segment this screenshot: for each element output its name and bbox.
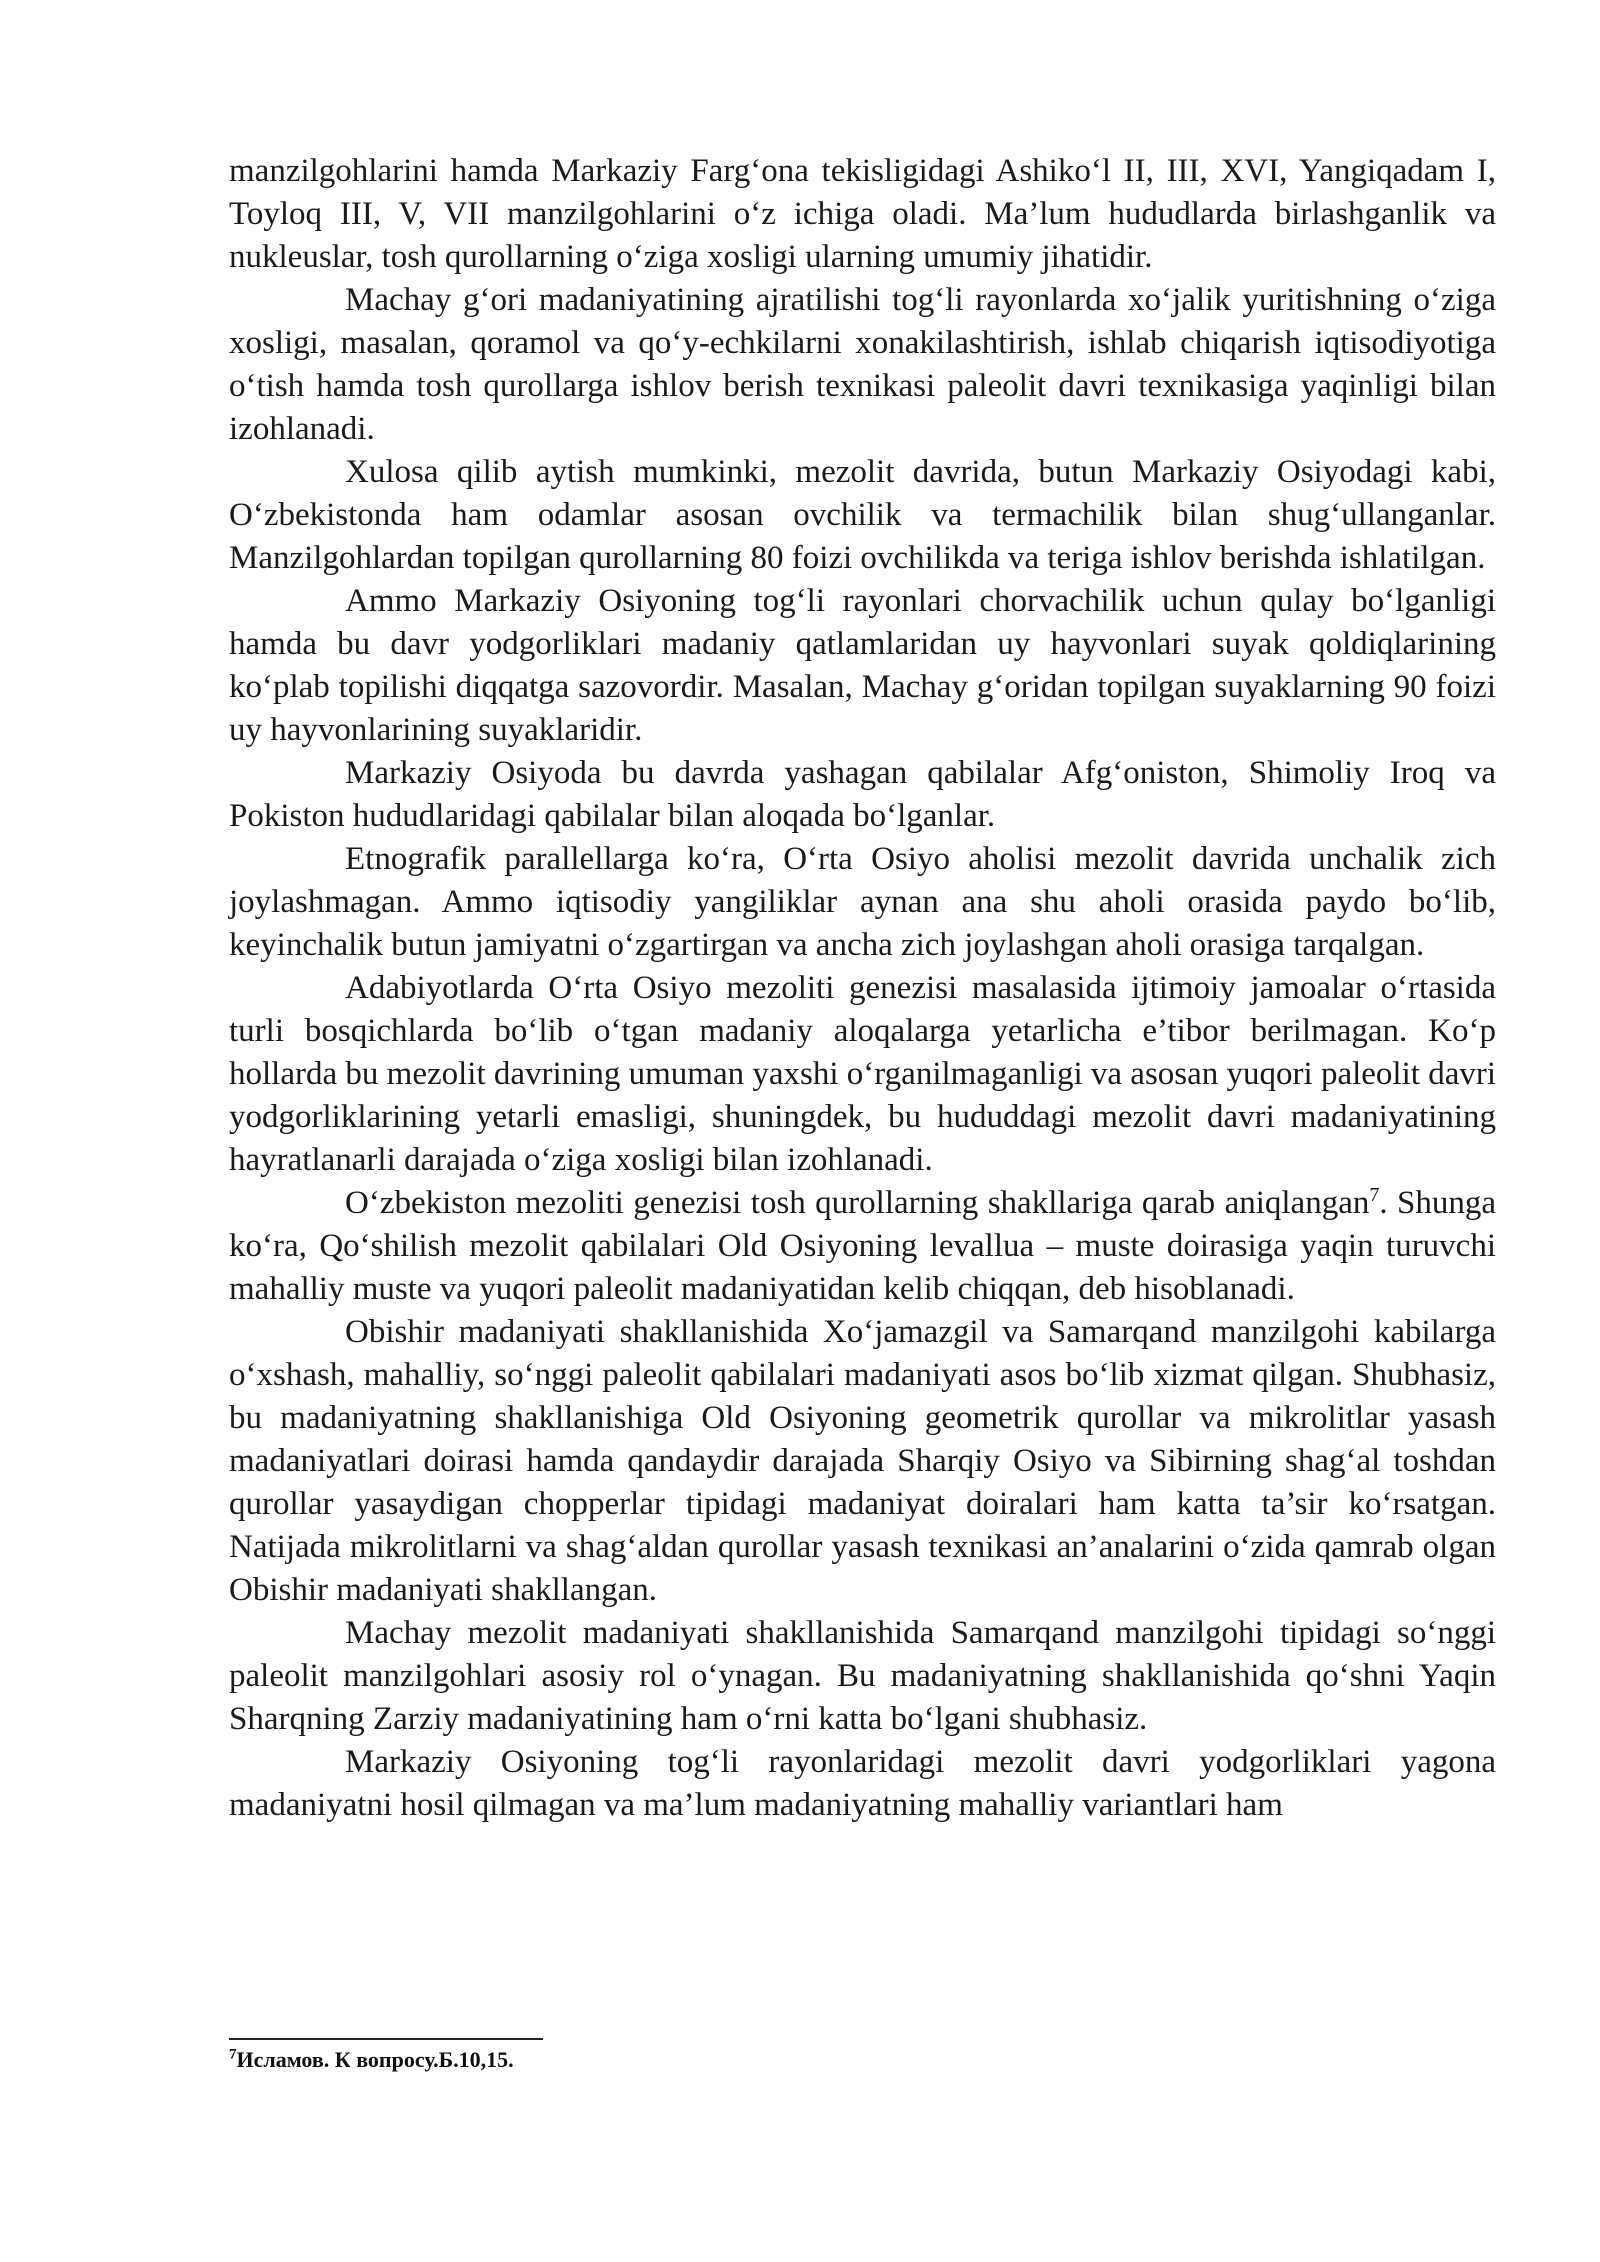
document-body xyxy=(229,150,1496,1827)
footnote-mark: 7 xyxy=(229,2046,237,2063)
paragraph-6: Etnografik parallellarga ko‘ra, O‘rta Osiyo aholisi mezolit davrida unchalik zich joylashmagan. Ammo iqtisodiy yangiliklar aynan ana shu aholi orasida paydo bo‘lib, keyinchalik butun jamiyatni o‘zgartirgan va ancha zich joylashgan aholi orasiga tarqalgan. xyxy=(229,841,1496,963)
footnote xyxy=(229,2046,514,2074)
footnote-separator xyxy=(229,2038,543,2040)
paragraph-5: Markaziy Osiyoda bu davrda yashagan qabilalar Afg‘oniston, Shimoliy Iroq va Pokiston hududlaridagi qabilalar bilan aloqada bo‘lganlar. xyxy=(229,755,1496,834)
paragraph-1: manzilgohlarini hamda Markaziy Farg‘ona tekisligidagi Ashiko‘l II, III, XVI, Yangiqadam I, Toyloq III, V, VII manzilgohlarini o‘z ichiga oladi. Ma’lum hududlarda birlashganlik va nukleuslar, tosh qurollarning o‘ziga xosligi ularning umumiy jihatidir. xyxy=(229,153,1496,275)
paragraph-3: Xulosa qilib aytish mumkinki, mezolit davrida, butun Markaziy Osiyodagi kabi, O‘zbekistonda ham odamlar asosan ovchilik va termachilik bilan shug‘ullanganlar. Manzilgohlardan topilgan qurollarning 80 foizi ovchilikda va teriga ishlov berishda ishlatilgan. xyxy=(229,454,1496,576)
paragraph-10: Machay mezolit madaniyati shakllanishida Samarqand manzilgohi tipidagi so‘nggi paleolit manzilgohlari asosiy rol o‘ynagan. Bu madaniyatning shakllanishida qo‘shni Yaqin Sharqning Zarziy madaniyatining ham o‘rni katta bo‘lgani shubhasiz. xyxy=(229,1615,1496,1737)
paragraph-11: Markaziy Osiyoning tog‘li rayonlaridagi mezolit davri yodgorliklari yagona madaniyatni hosil qilmagan va ma’lum madaniyatning mahalliy variantlari ham xyxy=(229,1744,1496,1823)
footnote-text: Исламов. К вопросу.Б.10,15. xyxy=(236,2047,514,2072)
paragraph-7: Adabiyotlarda O‘rta Osiyo mezoliti genezisi masalasida ijtimoiy jamoalar o‘rtasida turli bosqichlarda bo‘lib o‘tgan madaniy aloqalarga yetarlicha e’tibor berilmagan. Ko‘p hollarda bu mezolit davrining umuman yaxshi o‘rganilmaganligi va asosan yuqori paleolit davri yodgorliklarining yetarli emasligi, shuningdek, bu hududdagi mezolit davri madaniyatining hayratlanarli darajada o‘ziga xosligi bilan izohlanadi. xyxy=(229,970,1496,1178)
paragraph-8-text-before-note: O‘zbekiston mezoliti genezisi tosh qurollarning shakllariga qarab aniqlangan xyxy=(345,1185,1370,1221)
paragraph-8-text-after-note: . Shunga ko‘ra, Qo‘shilish mezolit qabilalari Old Osiyoning levallua – muste doirasiga yaqin turuvchi mahalliy muste va yuqori paleolit madaniyatidan kelib chiqqan, deb hisoblanadi. xyxy=(229,1185,1497,1307)
paragraph-2: Machay g‘ori madaniyatining ajratilishi tog‘li rayonlarda xo‘jalik yuritishning o‘ziga xosligi, masalan, qoramol va qo‘y-echkilarni xonakilashtirish, ishlab chiqarish iqtisodiyotiga o‘tish hamda tosh qurollarga ishlov berish texnikasi paleolit davri texnikasiga yaqinligi bilan izohlanadi. xyxy=(229,282,1496,447)
paragraph-8 xyxy=(229,1182,1496,1311)
footnote-reference-mark: 7 xyxy=(1369,1184,1380,1206)
paragraph-4: Ammo Markaziy Osiyoning tog‘li rayonlari chorvachilik uchun qulay bo‘lganligi hamda bu davr yodgorliklari madaniy qatlamlaridan uy hayvonlari suyak qoldiqlarining ko‘plab topilishi diqqatga sazovordir. Masalan, Machay g‘oridan topilgan suyaklarning 90 foizi uy hayvonlarining suyaklaridir. xyxy=(229,583,1496,748)
paragraph-9: Obishir madaniyati shakllanishida Xo‘jamazgil va Samarqand manzilgohi kabilarga o‘xshash, mahalliy, so‘nggi paleolit qabilalari madaniyati asos bo‘lib xizmat qilgan. Shubhasiz, bu madaniyatning shakllanishiga Old Osiyoning geometrik qurollar va mikrolitlar yasash madaniyatlari doirasi hamda qandaydir darajada Sharqiy Osiyo va Sibirning shag‘al toshdan qurollar yasaydigan chopperlar tipidagi madaniyat doiralari ham katta ta’sir ko‘rsatgan. Natijada mikrolitlarni va shag‘aldan qurollar yasash texnikasi an’analarini o‘zida qamrab olgan Obishir madaniyati shakllangan. xyxy=(229,1314,1496,1608)
